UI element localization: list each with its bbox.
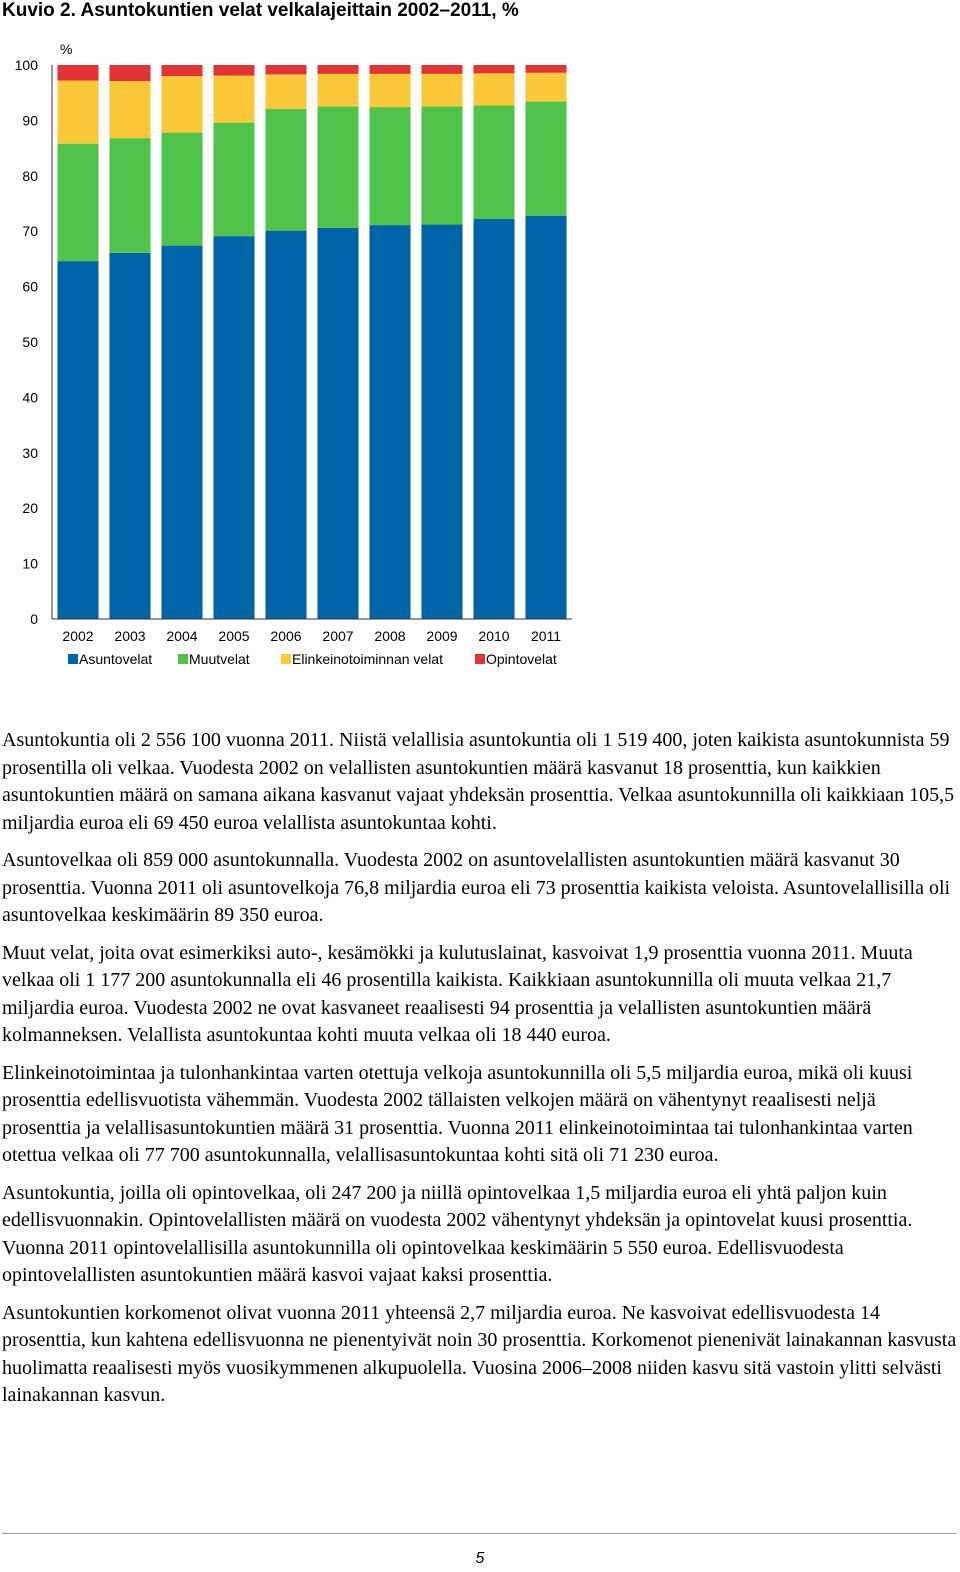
paragraph-interest: Asuntokuntien korkomenot olivat vuonna 2011 yhteensä 2,7 miljardia euroa. Ne kasvoivat edellisvuodesta 14 prosenttia, kun kahtena edellisvuonna ne pienentyivät noin 30 prosenttia. Korkomenot pienenivät lainakannan kasvusta huolimatta reaalisesti myös vuosikymmenen alkupuolella. Vuosina 2006–2008 niiden kasvu sitä vastoin ylitti selvästi lainakannan kasvun. [2, 1301, 957, 1406]
bar-asuntovelat-2004 [161, 246, 202, 619]
bar-opintovelat-2008 [369, 65, 410, 74]
bar-muutvelat-2005 [213, 123, 254, 237]
bar-elinkeinotoiminnan-velat-2002 [57, 81, 98, 144]
x-tick-label: 2004 [166, 628, 198, 644]
x-tick-label: 2003 [114, 628, 146, 644]
legend-label: Muutvelat [189, 651, 250, 667]
bar-muutvelat-2009 [421, 107, 462, 225]
y-tick-label: 0 [30, 611, 38, 627]
bar-opintovelat-2005 [213, 65, 254, 76]
stacked-bar-chart [0, 36, 600, 676]
legend-label: Elinkeinotoiminnan velat [292, 651, 443, 667]
bar-opintovelat-2003 [109, 65, 150, 81]
x-tick-label: 2005 [218, 628, 250, 644]
paragraph-households: Asuntokuntia oli 2 556 100 vuonna 2011. Niistä velallisia asuntokuntia oli 1 519 400, joten kaikista asuntokunnista 59 prosentilla oli velkaa. Vuodesta 2002 on velallisten asuntokuntien määrä kasvanut 18 prosenttia, kun kaikkien asuntokuntien määrä on samana aikana kasvanut vajaat yhdeksän prosenttia. Velkaa asuntokunnilla oli kaikkiaan 105,5 miljardia euroa eli 69 450 euroa velallista asuntokuntaa kohti. [2, 729, 955, 834]
page-number: 5 [475, 1550, 485, 1567]
x-tick-label: 2002 [62, 628, 94, 644]
bar-muutvelat-2002 [57, 144, 98, 261]
legend-swatch [178, 654, 188, 664]
bar-opintovelat-2011 [525, 65, 566, 73]
bar-opintovelat-2009 [421, 65, 462, 74]
bar-muutvelat-2011 [525, 102, 566, 216]
legend-label: Asuntovelat [79, 651, 153, 667]
bar-asuntovelat-2008 [369, 225, 410, 619]
x-tick-label: 2010 [478, 628, 510, 644]
y-tick-label: 10 [22, 555, 38, 572]
y-tick-label: 80 [22, 167, 38, 184]
y-tick-label: 70 [22, 223, 38, 240]
bar-elinkeinotoiminnan-velat-2004 [161, 76, 202, 133]
bars [52, 65, 572, 619]
y-tick-label: 60 [22, 278, 38, 295]
bar-elinkeinotoiminnan-velat-2009 [421, 74, 462, 107]
bar-elinkeinotoiminnan-velat-2008 [369, 74, 410, 107]
x-tick-label: 2007 [322, 628, 354, 644]
y-axis [15, 57, 52, 627]
bar-muutvelat-2007 [317, 107, 358, 228]
bar-opintovelat-2002 [57, 65, 98, 81]
bar-muutvelat-2004 [161, 133, 202, 246]
bar-elinkeinotoiminnan-velat-2003 [109, 81, 150, 138]
bar-asuntovelat-2007 [317, 228, 358, 619]
x-tick-label: 2011 [530, 628, 562, 644]
bar-elinkeinotoiminnan-velat-2007 [317, 74, 358, 107]
paragraph-other-loans: Muut velat, joita ovat esimerkiksi auto-, kesämökki ja kulutuslainat, kasvoivat 1,9 prosenttia vuonna 2011. Muuta velkaa oli 1 177 200 asuntokunnalla eli 46 prosentilla kaikista. Kaikkiaan asuntokunnilla oli muuta velkaa 21,7 miljardia euroa. Vuodesta 2002 ne ovat kasvaneet reaalisesti 94 prosenttia ja velallisten asuntokuntien määrä kolmanneksen. Velallista asuntokuntaa kohti muuta velkaa oli 18 440 euroa. [2, 941, 913, 1046]
y-tick-label: 40 [22, 389, 38, 406]
bar-muutvelat-2010 [473, 105, 514, 219]
bar-elinkeinotoiminnan-velat-2011 [525, 73, 566, 102]
legend-label: Opintovelat [486, 651, 557, 667]
x-tick-label: 2006 [270, 628, 302, 644]
bar-elinkeinotoiminnan-velat-2010 [473, 73, 514, 105]
bar-opintovelat-2010 [473, 65, 514, 73]
legend [68, 651, 557, 667]
legend-swatch [475, 654, 485, 664]
bar-asuntovelat-2006 [265, 231, 306, 619]
bar-muutvelat-2008 [369, 107, 410, 225]
bar-asuntovelat-2003 [109, 253, 150, 619]
x-tick-label: 2008 [374, 628, 406, 644]
bar-opintovelat-2006 [265, 65, 306, 74]
paragraph-housing-loans: Asuntovelkaa oli 859 000 asuntokunnalla. Vuodesta 2002 on asuntovelallisten asuntokuntien määrä kasvanut 30 prosenttia. Vuonna 2011 oli asuntovelkoja 76,8 miljardia euroa eli 73 prosenttia kaikista veloista. Asuntovelallisilla oli asuntovelkaa keskimäärin 89 350 euroa. [2, 849, 951, 926]
y-tick-label: 50 [22, 334, 38, 350]
paragraph-student-loans: Asuntokuntia, joilla oli opintovelkaa, oli 247 200 ja niillä opintovelkaa 1,5 miljardia euroa eli yhtä paljon kuin edellisvuonnakin. Opintovelallisten määrä on vuodesta 2002 vähentynyt yhdeksän ja opintovelat kuusi prosenttia. Vuonna 2011 opintovelallisilla asuntokunnilla oli opintovelkaa keskimäärin 5 550 euroa. Edellisvuodesta opintovelallisten asuntokuntien määrä kasvoi vajaat kaksi prosenttia. [2, 1181, 913, 1286]
bar-muutvelat-2006 [265, 109, 306, 231]
x-axis [62, 628, 561, 644]
bar-asuntovelat-2010 [473, 219, 514, 619]
bar-muutvelat-2003 [109, 138, 150, 253]
y-tick-label: 100 [14, 57, 38, 73]
bar-elinkeinotoiminnan-velat-2006 [265, 74, 306, 108]
bar-asuntovelat-2002 [57, 261, 98, 619]
y-tick-label: 30 [22, 444, 38, 461]
y-tick-label: 90 [22, 112, 38, 129]
y-tick-label: 20 [22, 500, 38, 517]
x-tick-label: 2009 [426, 628, 458, 644]
footer-divider [2, 1533, 956, 1534]
bar-asuntovelat-2011 [525, 216, 566, 619]
bar-opintovelat-2004 [161, 65, 202, 76]
bar-asuntovelat-2009 [421, 225, 462, 619]
y-axis-unit-label: % [60, 41, 73, 57]
paragraph-business-loans: Elinkeinotoimintaa ja tulonhankintaa varten otettuja velkoja asuntokunnilla oli 5,5 miljardia euroa, mikä oli kuusi prosenttia edellisvuotista vähemmän. Vuodesta 2002 tällaisten velkojen määrä on vähentynyt reaalisesti neljä prosenttia ja velallisasuntokuntien määrä 31 prosenttia. Vuonna 2011 elinkeinotoimintaa tai tulonhankintaa varten otettua velkaa oli 77 700 asuntokunnalla, velallisasuntokuntaa kohti sitä oli 71 230 euroa. [2, 1061, 913, 1166]
figure-title: Kuvio 2. Asuntokuntien velat velkalajeittain 2002–2011, % [2, 0, 519, 21]
legend-swatch [281, 654, 291, 664]
bar-opintovelat-2007 [317, 65, 358, 74]
article-text [2, 727, 958, 1420]
bar-asuntovelat-2005 [213, 236, 254, 619]
legend-swatch [68, 654, 78, 664]
bar-elinkeinotoiminnan-velat-2005 [213, 76, 254, 123]
